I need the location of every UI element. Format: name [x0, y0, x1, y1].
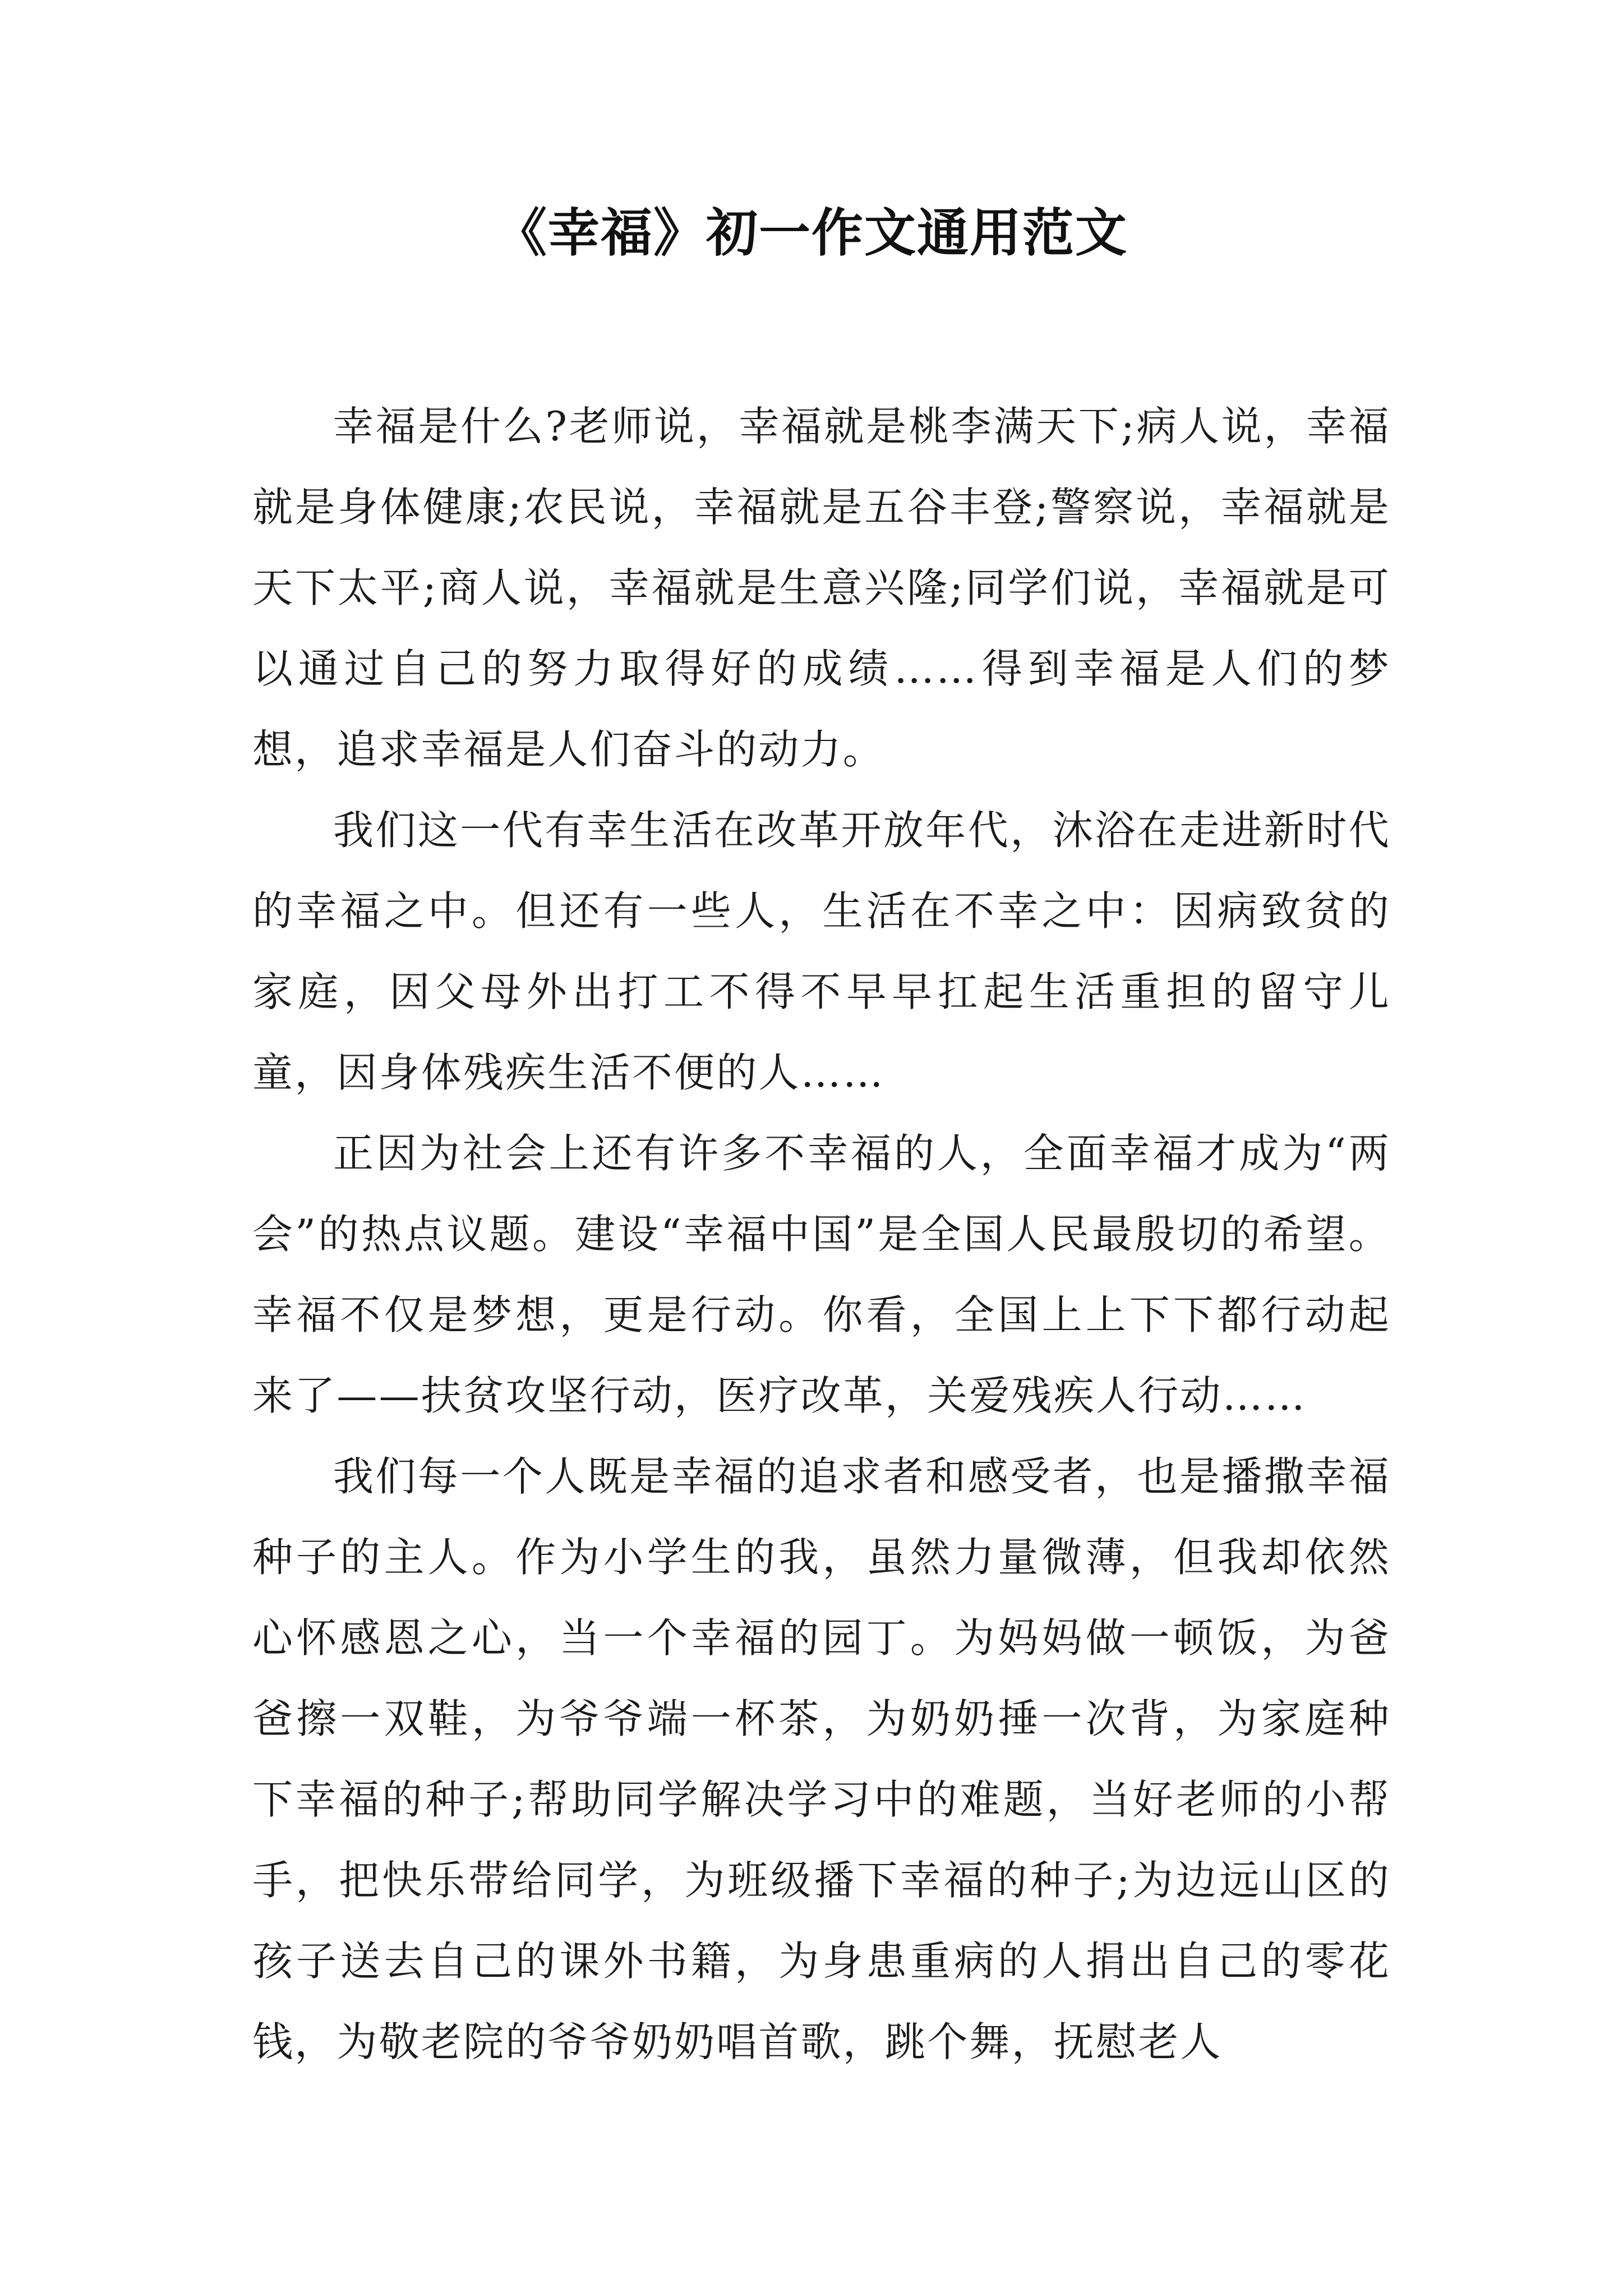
- paragraph-3: 正因为社会上还有许多不幸福的人，全面幸福才成为“两会”的热点议题。建设“幸福中国”是全国人民最殷切的希望。幸福不仅是梦想，更是行动。你看，全国上上下下都行动起来了——扶贫攻坚行动，医疗改革，关爱残疾人行动……: [252, 1130, 1391, 1419]
- document-title: 《幸福》初一作文通用范文: [495, 203, 1128, 263]
- paragraph-1: 幸福是什么?老师说，幸福就是桃李满天下;病人说，幸福就是身体健康;农民说，幸福就是五谷丰登;警察说，幸福就是天下太平;商人说，幸福就是生意兴隆;同学们说，幸福就是可以通过自己的努力取得好的成绩……得到幸福是人们的梦想，追求幸福是人们奋斗的动力。: [252, 403, 1391, 773]
- paragraph-4: 我们每一个人既是幸福的追求者和感受者，也是播撒幸福种子的主人。作为小学生的我，虽然力量微薄，但我却依然心怀感恩之心，当一个幸福的园丁。为妈妈做一顿饭，为爸爸擦一双鞋，为爷爷端一杯茶，为奶奶捶一次背，为家庭种下幸福的种子;帮助同学解决学习中的难题，当好老师的小帮手，把快乐带给同学，为班级播下幸福的种子;为边远山区的孩子送去自己的课外书籍，为身患重病的人捐出自己的零花钱，为敬老院的爷爷奶奶唱首歌，跳个舞，抚慰老人: [252, 1453, 1391, 2065]
- paragraph-2: 我们这一代有幸生活在改革开放年代，沐浴在走进新时代的幸福之中。但还有一些人，生活在不幸之中：因病致贫的家庭，因父母外出打工不得不早早扛起生活重担的留守儿童，因身体残疾生活不便的人……: [252, 807, 1391, 1096]
- document-body: [252, 386, 1391, 2082]
